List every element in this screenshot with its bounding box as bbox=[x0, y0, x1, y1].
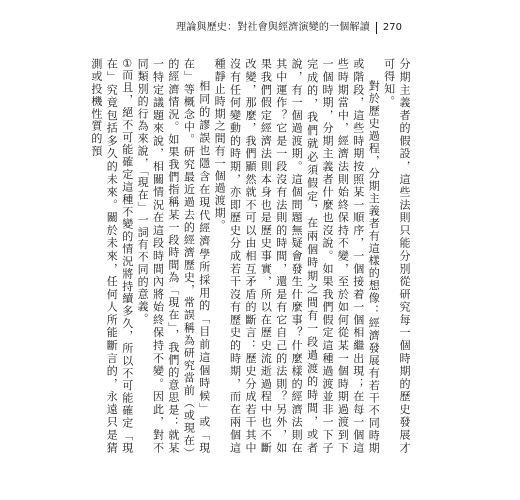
paragraph-3: 相同的謬誤也隱含在現代經濟學所採用的「目前這個時候」或「現在」等概念中。研究最近過去的經濟歷史，常誤稱為研究當前（或現在）的經濟情況。如果我們指稱某一段時間為「現在」，我們的意思是：就某一特定議題來說，相關情況在這段時間內將始終保持不變。因此，對不同類別的行為來說，「現在」一詞有不同的意義。 bbox=[136, 58, 211, 454]
paragraph-4 bbox=[88, 58, 134, 454]
running-title: 理論與歷史：對社會與經濟演變的一個解讀 bbox=[176, 22, 370, 33]
paragraph-2: 對於歷史過程，分期主義者有這樣的想像：經濟發展有若干不同時期或階段，這些時期按照某一順序，一個接着一個相繼出現；在每一個這些時期當中，經濟法則始終保持不變，至於如何從某一個時期過渡到下一個時期，分期主義者什麼也沒說。如果我們假定這種過渡並非一下子完成的，我們就必須假定，在兩個時期之間有一段過渡的時間，或者說，有一個過渡期。這個問題無疑會發生什麼事？什麼樣的經濟法則在其中運作？它是一段沒有法則的時間，還是有它自己的法則？另外，如果我們假定經濟法則本身也是歷史事實，所以在歷史流逝過程中也不斷改變，那麼，我們顯然就不可以由相互矛盾的斷言：歷史分成若干其中沒有任何變動的時期，亦即歷史分成若干沒有歷史的時期，而在兩個這種靜止時期之間有一個過渡期。 bbox=[213, 58, 381, 454]
running-header bbox=[176, 22, 402, 34]
paragraph-4-text: 而且，絕不可能確定這種不變的情況將持續多久，所以不可能確定「現在」究竟包括多久的未來。關於未來，任何人所能斷言的，永遠只是猜測或投機性質的預 bbox=[89, 58, 134, 454]
header-divider bbox=[376, 22, 377, 34]
footnote-marker: ① bbox=[122, 58, 133, 69]
paragraph-1: 分期主義者的假設，這些法則只能分別從研究每一個時期的歷史發展才可得知。 bbox=[382, 58, 411, 454]
vertical-body-text bbox=[89, 58, 412, 454]
page-number: 270 bbox=[382, 22, 402, 33]
